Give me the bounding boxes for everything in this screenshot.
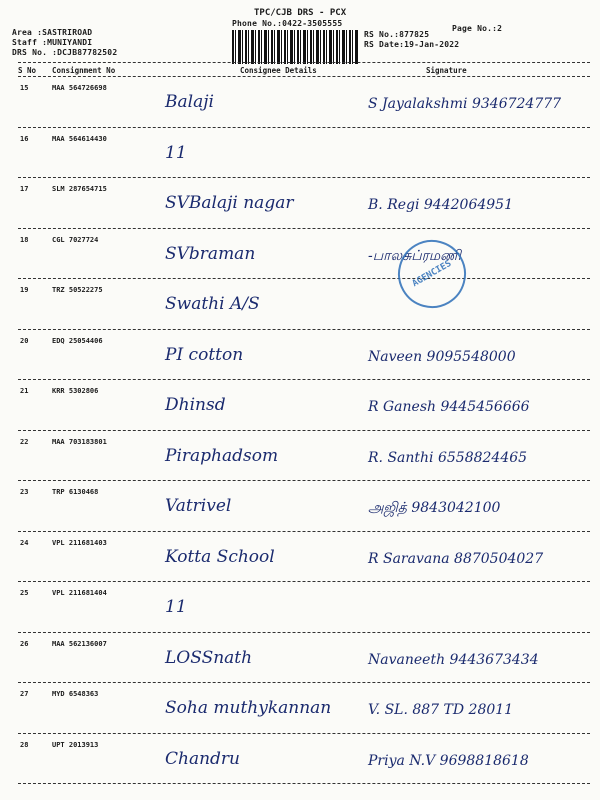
row-consignee: SVbraman	[165, 243, 256, 264]
row-consignee: Swathi A/S	[165, 294, 260, 314]
barcode	[232, 30, 358, 64]
row-consignment-no: UPT 2013913	[52, 740, 99, 749]
row-consignee: LOSSnath	[165, 647, 253, 668]
row-signature: R Saravana 8870504027	[368, 550, 544, 567]
stamp-text: AGENCIES	[410, 258, 454, 290]
row-consignee: 11	[165, 142, 187, 163]
row-divider	[18, 329, 590, 330]
row-s-no: 28	[20, 740, 29, 749]
row-consignee: Dhinsd	[165, 395, 226, 415]
area-label: Area :SASTRIROAD	[12, 28, 93, 37]
row-consignee: 11	[165, 597, 187, 617]
row-consignee: PI cotton	[165, 344, 244, 365]
col-consignment-no: Consignment No	[52, 66, 116, 75]
row-divider	[18, 783, 590, 784]
row-s-no: 22	[20, 437, 29, 446]
row-signature: Priya N.V 9698818618	[368, 752, 529, 769]
row-divider	[18, 531, 590, 532]
row-s-no: 18	[20, 235, 29, 244]
row-consignment-no: MAA 564614430	[52, 134, 107, 143]
row-consignment-no: MAA 564726698	[52, 84, 107, 92]
row-divider	[18, 278, 590, 279]
column-divider	[18, 76, 590, 77]
row-divider	[18, 228, 590, 229]
row-signature: அஜித் 9843042100	[368, 500, 501, 516]
row-consignee: Chandru	[165, 748, 240, 769]
row-divider	[18, 177, 590, 178]
row-consignment-no: KRR 5302806	[52, 387, 99, 395]
row-signature: V. SL. 887 TD 28011	[368, 702, 514, 718]
row-consignment-no: CGL 7027724	[52, 235, 99, 244]
row-signature: Naveen 9095548000	[368, 348, 516, 365]
row-signature: -பாலசுப்ரமணி	[368, 247, 461, 264]
row-divider	[18, 379, 590, 380]
col-s-no: S No	[18, 66, 37, 75]
row-signature: B. Regi 9442064951	[368, 197, 513, 213]
row-signature: Navaneeth 9443673434	[368, 651, 539, 668]
row-divider	[18, 430, 590, 431]
phone-number: Phone No.:0422-3505555	[232, 19, 343, 28]
row-divider	[18, 127, 590, 128]
row-signature: R Ganesh 9445456666	[368, 399, 530, 415]
page-number: Page No.:2	[452, 24, 503, 33]
row-s-no: 19	[20, 286, 29, 294]
row-consignee: Piraphadsom	[165, 445, 279, 466]
drs-number: DRS No. :DCJB87782502	[12, 48, 118, 57]
row-s-no: 21	[20, 387, 29, 395]
row-consignment-no: VPL 211681403	[52, 538, 107, 547]
row-s-no: 26	[20, 639, 29, 648]
row-consignment-no: SLM 287654715	[52, 185, 107, 193]
row-s-no: 16	[20, 134, 29, 143]
row-s-no: 24	[20, 538, 29, 547]
row-consignee: Vatrivel	[165, 496, 232, 516]
row-divider	[18, 581, 590, 582]
row-s-no: 27	[20, 690, 29, 698]
row-consignment-no: VPL 211681404	[52, 589, 107, 597]
row-divider	[18, 480, 590, 481]
row-signature: R. Santhi 6558824465	[368, 449, 528, 466]
row-s-no: 20	[20, 336, 29, 345]
row-consignee: SVBalaji nagar	[165, 193, 294, 213]
row-divider	[18, 682, 590, 683]
row-s-no: 17	[20, 185, 29, 193]
row-consignment-no: MYD 6548363	[52, 690, 99, 698]
drs-title: TPC/CJB DRS - PCX	[254, 8, 347, 18]
row-s-no: 15	[20, 84, 29, 92]
col-consignee-details: Consignee Details	[240, 66, 317, 75]
col-signature: Signature	[426, 66, 467, 75]
row-divider	[18, 733, 590, 734]
header-divider	[18, 62, 590, 63]
row-consignment-no: TRP 6130468	[52, 488, 99, 496]
agency-stamp	[386, 228, 479, 321]
rs-date: RS Date:19-Jan-2022	[364, 40, 460, 49]
row-divider	[18, 632, 590, 633]
row-consignee: Balaji	[165, 92, 214, 112]
row-consignment-no: EDQ 25054406	[52, 336, 103, 345]
row-s-no: 23	[20, 488, 29, 496]
staff-label: Staff :MUNIYANDI	[12, 38, 93, 47]
row-consignment-no: MAA 562136007	[52, 639, 107, 648]
row-consignment-no: TRZ 50522275	[52, 286, 103, 294]
rs-number: RS No.:877825	[364, 30, 430, 39]
row-consignment-no: MAA 703183801	[52, 437, 107, 446]
row-signature: S Jayalakshmi 9346724777	[368, 96, 562, 112]
row-s-no: 25	[20, 589, 29, 597]
row-consignee: Soha muthykannan	[165, 698, 332, 718]
row-consignee: Kotta School	[165, 546, 275, 567]
